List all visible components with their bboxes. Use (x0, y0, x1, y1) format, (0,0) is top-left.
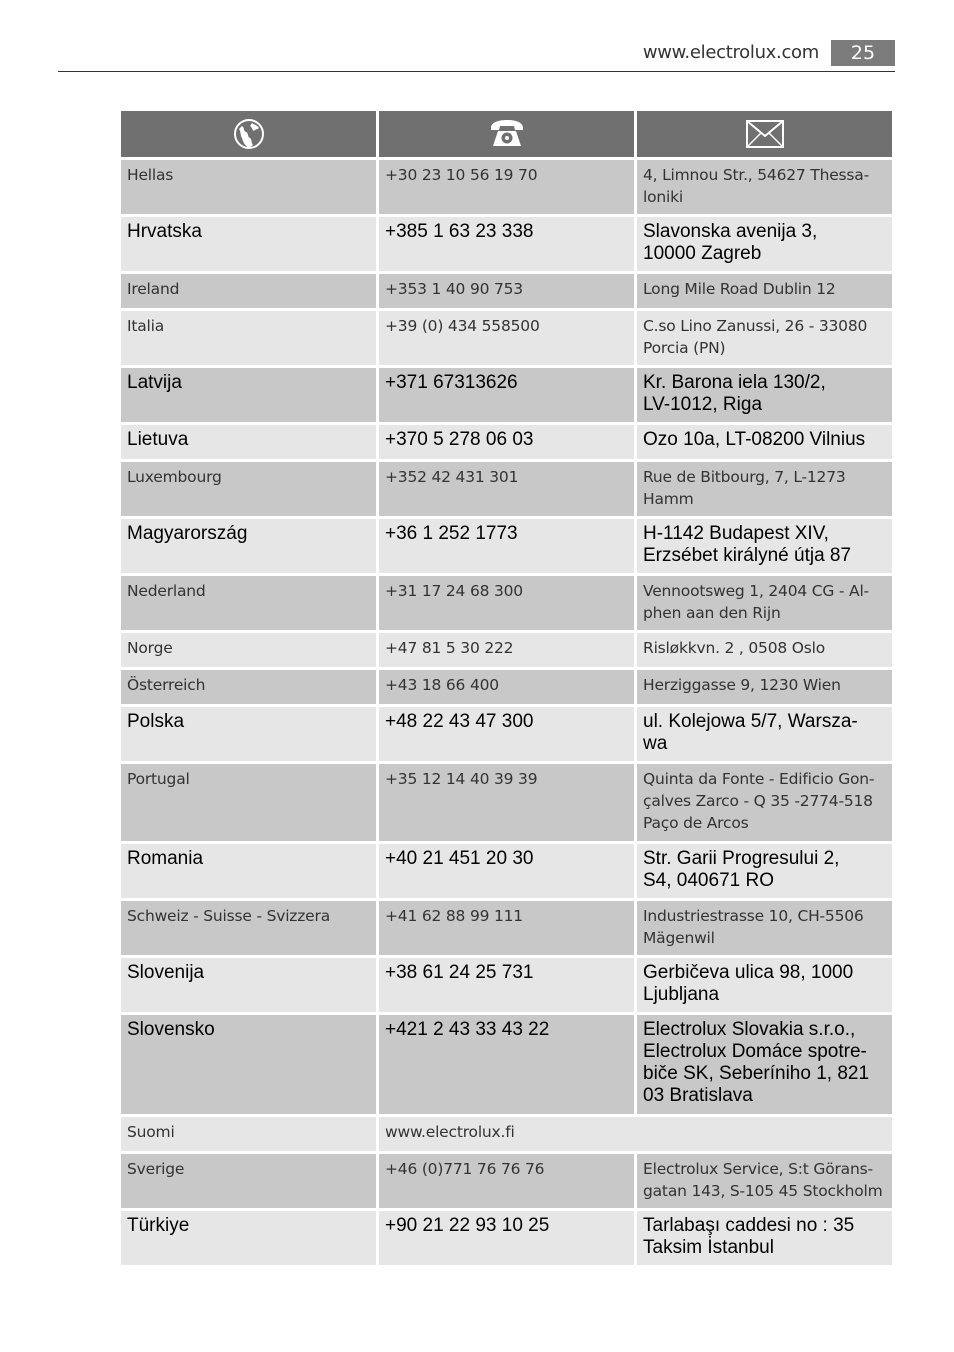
table-row (121, 160, 892, 214)
address-cell: Kr. Barona iela 130/2, LV-1012, Riga (637, 368, 892, 422)
table-row (121, 958, 892, 1012)
country-cell: Luxembourg (121, 462, 376, 516)
telephone-icon (488, 118, 526, 150)
table-row (121, 1117, 892, 1151)
address-cell: Quinta da Fonte - Edificio Gon- çalves Zarco - Q 35 -2774-518 Paço de Arcos (637, 764, 892, 841)
table-row (121, 368, 892, 422)
address-cell: H-1142 Budapest XIV, Erzsébet királyné útja 87 (637, 519, 892, 573)
address-cell: ul. Kolejowa 5/7, Warsza- wa (637, 707, 892, 761)
address-cell: Ozo 10a, LT-08200 Vilnius (637, 425, 892, 459)
table-row (121, 901, 892, 955)
table-row (121, 576, 892, 630)
address-cell: Gerbičeva ulica 98, 1000 Ljubljana (637, 958, 892, 1012)
address-cell: Electrolux Slovakia s.r.o., Electrolux Domáce spotre- biče SK, Seberíniho 1, 821 03 Bratislava (637, 1015, 892, 1114)
table-header-row (121, 111, 892, 157)
website-cell: www.electrolux.fi (379, 1117, 892, 1151)
address-cell: Risløkkvn. 2 , 0508 Oslo (637, 633, 892, 667)
table-row (121, 844, 892, 898)
table-row (121, 425, 892, 459)
table-row (121, 670, 892, 704)
country-cell: Hrvatska (121, 217, 376, 271)
country-cell: Hellas (121, 160, 376, 214)
address-cell: Electrolux Service, S:t Görans- gatan 143, S-105 45 Stockholm (637, 1154, 892, 1208)
phone-cell: +352 42 431 301 (379, 462, 634, 516)
address-cell: C.so Lino Zanussi, 26 - 33080 Porcia (PN) (637, 311, 892, 365)
country-column-header (121, 111, 376, 157)
site-url: www.electrolux.com (642, 42, 819, 63)
phone-cell: +30 23 10 56 19 70 (379, 160, 634, 214)
country-cell: Latvija (121, 368, 376, 422)
address-cell: Tarlabaşı caddesi no : 35 Taksim İstanbul (637, 1211, 892, 1265)
phone-cell: +47 81 5 30 222 (379, 633, 634, 667)
country-cell: Lietuva (121, 425, 376, 459)
phone-cell: +31 17 24 68 300 (379, 576, 634, 630)
country-cell: Portugal (121, 764, 376, 841)
table-row (121, 764, 892, 841)
country-cell: Ireland (121, 274, 376, 308)
table-row (121, 1211, 892, 1265)
phone-cell: +371 67313626 (379, 368, 634, 422)
phone-cell: +48 22 43 47 300 (379, 707, 634, 761)
page-number: 25 (831, 40, 895, 66)
phone-cell: +421 2 43 33 43 22 (379, 1015, 634, 1114)
country-cell: Schweiz - Suisse - Svizzera (121, 901, 376, 955)
phone-cell: +385 1 63 23 338 (379, 217, 634, 271)
address-cell: 4, Limnou Str., 54627 Thessa- loniki (637, 160, 892, 214)
phone-column-header (379, 111, 634, 157)
phone-cell: +90 21 22 93 10 25 (379, 1211, 634, 1265)
phone-cell: +46 (0)771 76 76 76 (379, 1154, 634, 1208)
globe-icon (233, 118, 265, 150)
country-cell: Türkiye (121, 1211, 376, 1265)
country-cell: Norge (121, 633, 376, 667)
table-row (121, 311, 892, 365)
table-row (121, 519, 892, 573)
address-cell: Slavonska avenija 3, 10000 Zagreb (637, 217, 892, 271)
address-cell: Herziggasse 9, 1230 Wien (637, 670, 892, 704)
phone-cell: +43 18 66 400 (379, 670, 634, 704)
country-cell: Italia (121, 311, 376, 365)
address-column-header (637, 111, 892, 157)
country-cell: Slovenija (121, 958, 376, 1012)
phone-cell: +41 62 88 99 111 (379, 901, 634, 955)
country-cell: Magyarország (121, 519, 376, 573)
table-row (121, 707, 892, 761)
page-header (58, 40, 895, 72)
phone-cell: +370 5 278 06 03 (379, 425, 634, 459)
table-row (121, 217, 892, 271)
table-row (121, 1015, 892, 1114)
country-cell: Romania (121, 844, 376, 898)
table-row (121, 274, 892, 308)
table-row (121, 462, 892, 516)
envelope-icon (745, 119, 785, 149)
contact-table (118, 108, 895, 1268)
address-cell: Rue de Bitbourg, 7, L-1273 Hamm (637, 462, 892, 516)
address-cell: Industriestrasse 10, CH-5506 Mägenwil (637, 901, 892, 955)
table-row (121, 633, 892, 667)
address-cell: Long Mile Road Dublin 12 (637, 274, 892, 308)
country-cell: Sverige (121, 1154, 376, 1208)
phone-cell: +35 12 14 40 39 39 (379, 764, 634, 841)
phone-cell: +353 1 40 90 753 (379, 274, 634, 308)
phone-cell: +36 1 252 1773 (379, 519, 634, 573)
country-cell: Österreich (121, 670, 376, 704)
country-cell: Nederland (121, 576, 376, 630)
address-cell: Vennootsweg 1, 2404 CG - Al- phen aan den Rijn (637, 576, 892, 630)
country-cell: Suomi (121, 1117, 376, 1151)
phone-cell: +40 21 451 20 30 (379, 844, 634, 898)
table-row (121, 1154, 892, 1208)
address-cell: Str. Garii Progresului 2, S4, 040671 RO (637, 844, 892, 898)
phone-cell: +39 (0) 434 558500 (379, 311, 634, 365)
country-cell: Polska (121, 707, 376, 761)
country-cell: Slovensko (121, 1015, 376, 1114)
phone-cell: +38 61 24 25 731 (379, 958, 634, 1012)
